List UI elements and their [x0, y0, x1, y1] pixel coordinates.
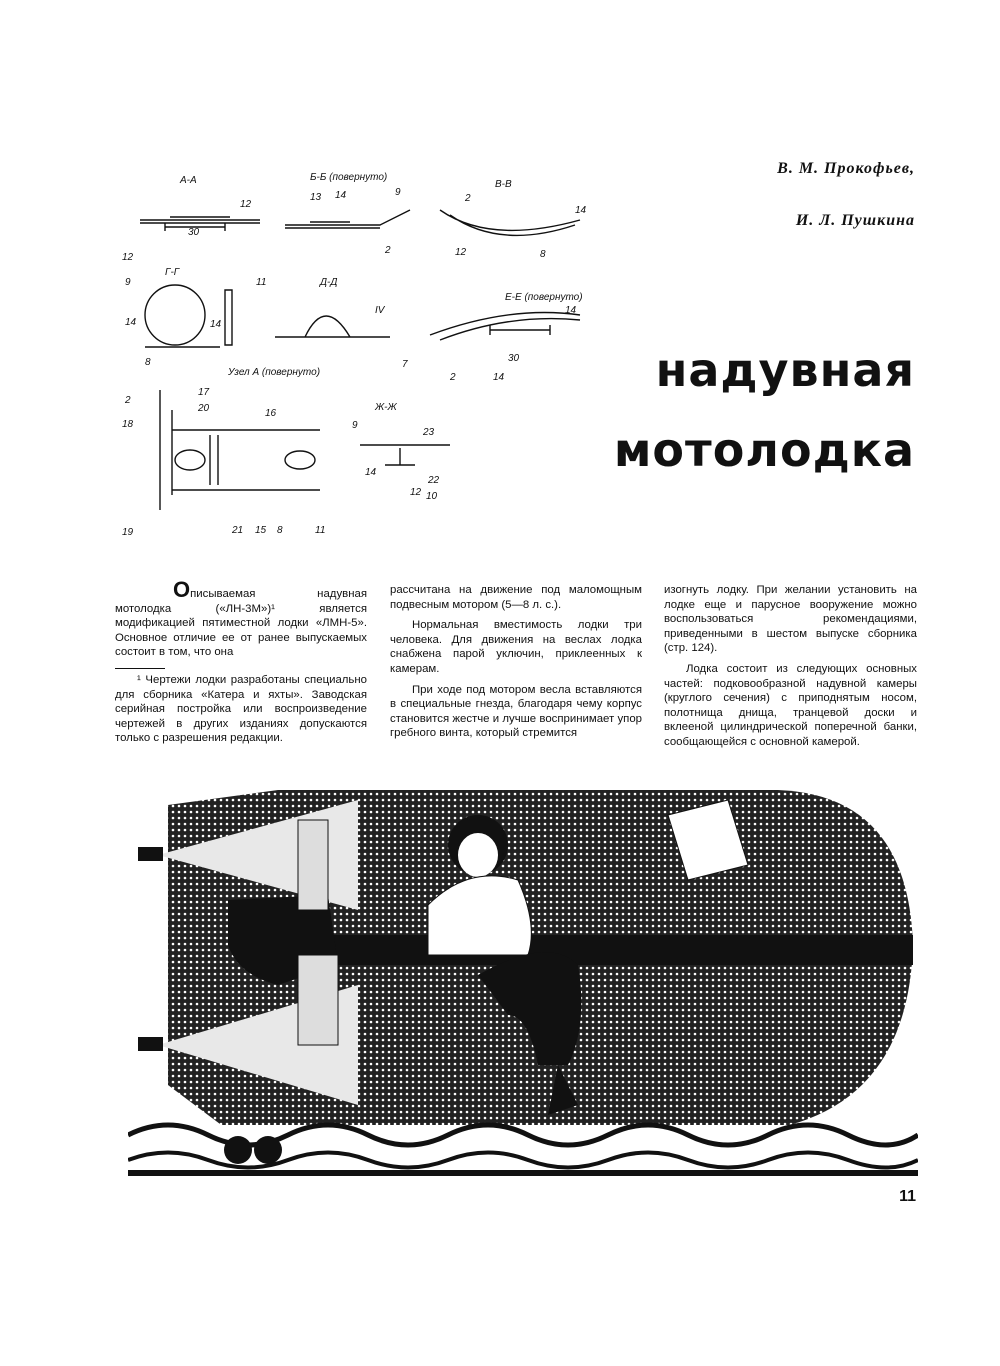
section-drawings-svg: [110, 165, 590, 545]
svg-text:7: 7: [402, 359, 408, 370]
svg-text:20: 20: [198, 403, 210, 414]
svg-text:14: 14: [210, 319, 222, 330]
svg-text:А-А: А-А: [180, 175, 197, 186]
footnote-rule: [115, 668, 165, 669]
article-title: [614, 330, 915, 490]
svg-text:14: 14: [365, 467, 377, 478]
title-line-2: мотолодка: [613, 423, 915, 477]
footnote: ¹ Чертежи лодки разработаны специально для сборника «Катера и яхты». Заводская серийная постройка или воспроизведение чертежей в других изданиях допускаются только с разрешения редакции.: [115, 673, 367, 745]
svg-text:14: 14: [335, 190, 347, 201]
svg-text:15: 15: [255, 525, 267, 536]
text-column-2: [390, 583, 642, 747]
paragraph-3: Нормальная вместимость лодки три человека. Для движения на веслах лодка снабжена парой уключин, приклеенных к камерам.: [390, 619, 642, 675]
svg-text:16: 16: [265, 408, 277, 419]
svg-text:14: 14: [493, 372, 505, 383]
svg-text:9: 9: [395, 187, 401, 198]
svg-text:14: 14: [125, 317, 137, 328]
authors: [777, 160, 915, 264]
svg-text:12: 12: [240, 199, 252, 210]
svg-text:11: 11: [256, 277, 267, 288]
svg-text:2: 2: [465, 193, 471, 204]
svg-text:17: 17: [198, 387, 210, 398]
svg-text:23: 23: [423, 427, 435, 438]
paragraph-6: Лодка состоит из следующих основных частей: подковообразной надувной камеры (круглого сечения) с приподнятым носом, полотнища днища, транцевой доски и вклееной цилиндрической поперечной банки, сообщающейся с основной камерой.: [664, 662, 917, 748]
svg-text:12: 12: [455, 247, 467, 258]
paragraph-2: рассчитана на движение под маломощным подвесным мотором (5—8 л. с.).: [390, 584, 642, 611]
text-column-1: [115, 577, 367, 752]
svg-text:9: 9: [352, 420, 358, 431]
paragraph-4: При ходе под мотором весла вставляются в специальные гнезда, благодаря чему корпус становится жестче и лучше воспринимает упор гребного винта, который стремится: [390, 683, 642, 740]
svg-text:Ж-Ж: Ж-Ж: [375, 402, 397, 413]
svg-text:11: 11: [315, 525, 326, 536]
svg-text:22: 22: [428, 475, 440, 486]
svg-text:IV: IV: [375, 305, 385, 316]
paragraph-5: изогнуть лодку. При желании установить на лодке еще и парусное вооружение можно воспользоваться рекомендациями, приведенными в шестом выпуске сборника (стр. 124).: [664, 584, 917, 655]
technical-drawings: [110, 165, 590, 545]
svg-text:19: 19: [122, 527, 134, 538]
svg-text:14: 14: [565, 305, 577, 316]
illustration-svg: [128, 785, 918, 1185]
title-line-1: надувная: [655, 343, 915, 397]
svg-text:2: 2: [125, 395, 131, 406]
svg-text:18: 18: [122, 419, 134, 430]
svg-text:2: 2: [450, 372, 456, 383]
svg-text:14: 14: [575, 205, 587, 216]
svg-text:13: 13: [310, 192, 322, 203]
paragraph-1-text: писываемая надувная мотолодка («ЛН-3М»)¹ является модификацией пятиместной лодки «ЛМН-5». Основное отличие ее от ранее выпускаемых состоит в том, что она: [115, 588, 367, 659]
svg-text:10: 10: [426, 491, 438, 502]
svg-text:2: 2: [385, 245, 391, 256]
svg-text:Узел А (повернуто): Узел А (повернуто): [228, 367, 321, 378]
svg-text:9: 9: [125, 277, 131, 288]
svg-text:30: 30: [188, 227, 200, 238]
page-number: 11: [899, 1188, 916, 1205]
text-column-3: [664, 583, 917, 756]
author-2: И. Л. Пушкина: [795, 212, 915, 229]
svg-text:8: 8: [277, 525, 283, 536]
paragraph-1: [115, 577, 367, 660]
svg-text:Е-Е (повернуто): Е-Е (повернуто): [505, 292, 583, 303]
svg-text:8: 8: [145, 357, 151, 368]
svg-text:12: 12: [410, 487, 422, 498]
drop-cap: О: [173, 577, 191, 602]
svg-text:В-В: В-В: [495, 179, 512, 190]
svg-text:12: 12: [122, 252, 134, 263]
svg-text:Б-Б (повернуто): Б-Б (повернуто): [310, 172, 388, 183]
svg-text:Г-Г: Г-Г: [165, 267, 180, 278]
svg-text:8: 8: [540, 249, 546, 260]
boat-illustration: [128, 785, 918, 1185]
svg-text:30: 30: [508, 353, 520, 364]
author-1: В. М. Прокофьев,: [777, 160, 915, 177]
svg-text:Д-Д: Д-Д: [320, 277, 338, 288]
svg-text:21: 21: [232, 525, 244, 536]
